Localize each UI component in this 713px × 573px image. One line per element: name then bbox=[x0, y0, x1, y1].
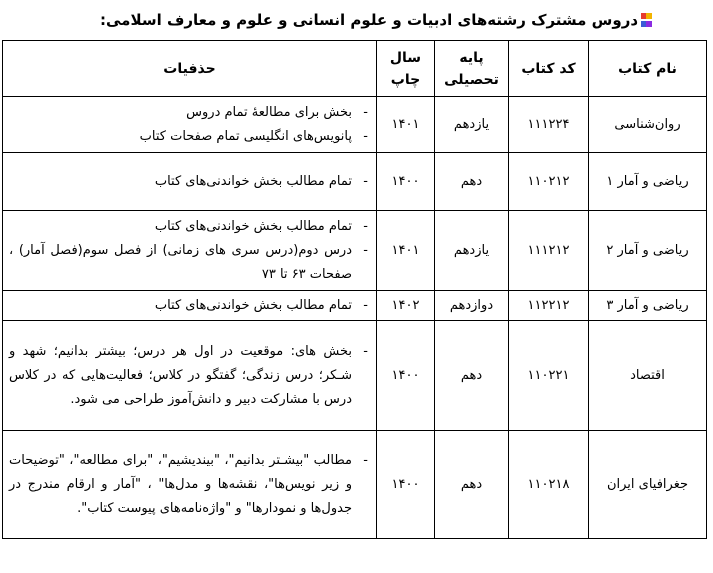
book-code-cell: ۱۱۲۲۱۲ bbox=[509, 291, 589, 321]
table-row bbox=[3, 431, 707, 539]
deletions-cell bbox=[3, 431, 377, 539]
colored-bullet-icon bbox=[646, 13, 647, 27]
book-name-cell: ریاضی و آمار ۱ bbox=[589, 153, 707, 211]
book-code-cell: ۱۱۰۲۱۸ bbox=[509, 431, 589, 539]
book-code-cell: ۱۱۱۲۲۴ bbox=[509, 97, 589, 153]
level-cell: دهم bbox=[435, 321, 509, 431]
table-row bbox=[3, 321, 707, 431]
print-year-cell: ۱۴۰۱ bbox=[377, 211, 435, 291]
table-row bbox=[3, 211, 707, 291]
level-cell: یازدهم bbox=[435, 97, 509, 153]
print-year-cell: ۱۴۰۱ bbox=[377, 97, 435, 153]
deletion-item: - درس دوم(درس سری های زمانی) از فصل سوم(فصل آمار) ، صفحات ۶۳ تا ۷۳ bbox=[9, 239, 370, 287]
header-deletions: حذفیات bbox=[3, 41, 377, 97]
print-year-cell: ۱۴۰۲ bbox=[377, 291, 435, 321]
table-row bbox=[3, 97, 707, 153]
table-row bbox=[3, 291, 707, 321]
deletions-cell bbox=[3, 153, 377, 211]
deletions-cell bbox=[3, 321, 377, 431]
book-name-cell: جغرافیای ایران bbox=[589, 431, 707, 539]
level-cell: دوازدهم bbox=[435, 291, 509, 321]
header-level: پایه تحصیلی bbox=[435, 41, 509, 97]
book-code-cell: ۱۱۰۲۲۱ bbox=[509, 321, 589, 431]
header-print-year: سال چاپ bbox=[377, 41, 435, 97]
deletions-list bbox=[9, 215, 370, 287]
deletion-item: - تمام مطالب بخش خواندنی‌های کتاب bbox=[9, 215, 370, 239]
level-cell: دهم bbox=[435, 431, 509, 539]
book-name-cell: روان‌شناسی bbox=[589, 97, 707, 153]
print-year-cell: ۱۴۰۰ bbox=[377, 153, 435, 211]
print-year-cell: ۱۴۰۰ bbox=[377, 431, 435, 539]
courses-table bbox=[2, 40, 707, 539]
table-row bbox=[3, 153, 707, 211]
deletions-list bbox=[9, 170, 370, 194]
deletion-item: - تمام مطالب بخش خواندنی‌های کتاب bbox=[9, 294, 370, 318]
deletions-list bbox=[9, 101, 370, 149]
level-cell: دهم bbox=[435, 153, 509, 211]
deletions-list bbox=[9, 449, 370, 521]
deletions-cell bbox=[3, 211, 377, 291]
deletion-item: - مطالب "بیشـتر بدانیم"، "بیندیشیم"، "برای مطالعه"، "توضیحات و زیر نویس‌ها"، نقشه‌ها و مدل‌ها" ، "آمار و ارقام مندرج در جدول‌ها و نمودارها" و "واژه‌نامه‌های پیوست کتاب". bbox=[9, 449, 370, 521]
deletion-item: - بخش های: موقعیت در اول هر درس؛ بیشتر بدانیم؛ شهد و شـکر؛ درس زندگی؛ گفتگو در کلاس؛ فعالیت‌هایی که در کلاس درس با مشارکت دبیر و دانش‌آموز طراحی می شود. bbox=[9, 340, 370, 412]
book-code-cell: ۱۱۱۲۱۲ bbox=[509, 211, 589, 291]
section-title: دروس مشترک رشته‌های ادبیات و علوم انسانی و علوم و معارف اسلامی: bbox=[100, 11, 639, 29]
book-code-cell: ۱۱۰۲۱۲ bbox=[509, 153, 589, 211]
book-name-cell: ریاضی و آمار ۲ bbox=[589, 211, 707, 291]
deletion-item: - پانویس‌های انگلیسی تمام صفحات کتاب bbox=[9, 125, 370, 149]
table-body bbox=[3, 97, 707, 539]
header-book-name: نام کتاب bbox=[589, 41, 707, 97]
deletion-item: - تمام مطالب بخش خواندنی‌های کتاب bbox=[9, 170, 370, 194]
header-book-code: کد کتاب bbox=[509, 41, 589, 97]
book-name-cell: اقتصاد bbox=[589, 321, 707, 431]
book-name-cell: ریاضی و آمار ۳ bbox=[589, 291, 707, 321]
deletions-list bbox=[9, 340, 370, 412]
deletion-item: - بخش برای مطالعهٔ تمام دروس bbox=[9, 101, 370, 125]
level-cell: یازدهم bbox=[435, 211, 509, 291]
deletions-cell bbox=[3, 97, 377, 153]
deletions-list bbox=[9, 294, 370, 318]
deletions-cell bbox=[3, 291, 377, 321]
section-heading bbox=[100, 6, 647, 34]
print-year-cell: ۱۴۰۰ bbox=[377, 321, 435, 431]
table-header-row bbox=[3, 41, 707, 97]
